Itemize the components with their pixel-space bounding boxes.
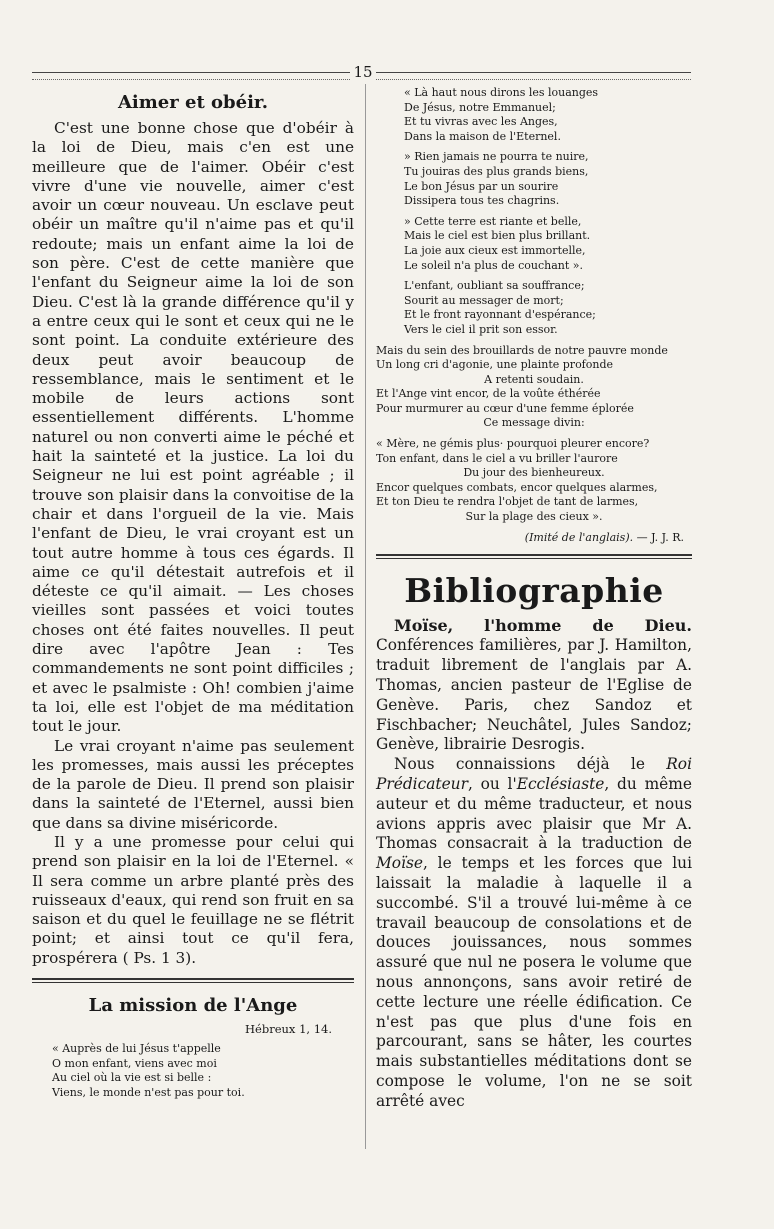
poem-credit [376,531,692,544]
verse-line: « Mère, ne gémis plus· pourquoi pleurer encore? [376,437,650,451]
paragraph: Le vrai croyant n'aime pas seulement les promesses, mais aussi les préceptes de la parole de Dieu. Il prend son plaisir dans la sainteté de l'Eternel, aussi bien que dans sa divine miséricorde. [32,736,354,832]
verse-line: « Auprès de lui Jésus t'appelle [52,1042,221,1056]
verse-line: Encor quelques combats, encor quelques alarmes, [376,480,658,494]
bibliographie-body [376,616,692,1112]
paragraph: C'est une bonne chose que d'obéir à la loi de Dieu, mais c'en est une meilleure que de l'aimer. Obéir c'est vivre d'une vie nouvelle, aimer c'est avoir un cœur nouveau. Un esclave peut obéir un maître qu'il n'aime pas et qu'il redoute; mais un enfant aime la loi de son père. C'est de cette manière que l'enfant du Seigneur aime la loi de son Dieu. C'est là la grande différence qu'il y a entre ceux qui le sont et ceux qui ne le sont point. La conduite extérieure des deux peut avoir beaucoup de ressemblance, mais le sentiment et le mobile de leurs actions sont essentiellement différents. L'homme naturel ou non converti aime le péché et hait la sainteté et la justice. La loi du Seigneur ne lui est point agréable ; il trouve son plaisir dans la convoitise de la chair et dans l'orgueil de la vie. Mais l'enfant de Dieu, le vrai croyant est un tout autre homme à tous ces égards. Il aime ce qu'il détestait autrefois et il déteste ce qu'il aimait. — Les choses vieilles sont passées et voici toutes choses ont été faites nouvelles. Il peut dire avec l'apôtre Jean : Tes commandements ne sont point difficiles ; et avec le psalmiste : Oh! combien j'aime ta loi, elle est l'objet de ma méditation tout le jour. [32,119,354,736]
verse-line: Sourit au messager de mort; [404,293,564,307]
verse-line: Et le front rayonnant d'espérance; [404,308,596,322]
review-text: Nous connaissions déjà le [394,755,667,774]
section-divider [376,554,692,559]
column-divider [365,84,366,1149]
verse-line: » Cette terre est riante et belle, [404,214,582,228]
poem-stanza [376,437,692,525]
review-text: , ou l' [467,775,517,793]
left-column [32,86,354,1100]
verse-line: O mon enfant, viens avec moi [52,1056,217,1070]
credit-source: (Imité de l'anglais). [524,530,634,544]
verse-line: « Là haut nous dirons les louanges [404,86,599,99]
verse-line: De Jésus, notre Emmanuel; [404,100,556,114]
poem-stanza [376,150,692,208]
verse-line: Viens, le monde n'est pas pour toi. [52,1085,245,1099]
verse-line: Mais le ciel est bien plus brillant. [404,229,591,243]
verse-line: Ce message divin: [483,416,585,430]
page-number: 15 [353,63,373,81]
verse-line: Un long cri d'agonie, une plainte profonde [376,358,614,372]
verse-line: Sur la plage des cieux ». [465,510,603,524]
verse-line: » Rien jamais ne pourra te nuire, [404,150,589,164]
book-details: Conférences familières, par J. Hamilton, traduit librement de l'anglais par A. Thomas, ancien pasteur de l'Eglise de Genève. Paris, chez Sandoz et Fischbacher; Neuchâtel, Jules Sandoz; Genève, librairie Desrogis. [376,636,692,754]
poem-stanza [376,215,692,273]
poem-title-ange: La mission de l'Ange [88,995,298,1017]
verse-line: Et ton Dieu te rendra l'objet de tant de larmes, [376,495,639,509]
paragraph: Il y a une promesse pour celui qui prend son plaisir en la loi de l'Eternel. « Il sera comme un arbre planté près des ruisseaux d'eaux, qui rend son fruit en sa saison et du quel le feuillage ne se flétrit point; et ainsi tout ce qu'il fera, prospérera ( Ps. 1 3). [32,832,354,967]
review-text: , le temps et les forces que lui laissait la maladie à laquelle il a succombé. S'il a trouvé lui-même à ce travail beaucoup de consolations et de douces jouissances, nous sommes assuré que nul ne posera le volume que nous annonçons, sans avoir retiré de cette lecture une réelle édification. Ce n'est pas que plus d'une fois en parcourant, sans se hâter, les courtes mais substantielles méditations dont se compose le volume, l'on ne se soit arrêté avec [376,854,692,1110]
right-column [376,86,692,1112]
verse-line: Vers le ciel il prit son essor. [404,322,558,336]
poem-opening-stanza [32,1042,354,1100]
verse-line: Mais du sein des brouillards de notre pauvre monde [376,343,668,357]
verse-line: Ton enfant, dans le ciel a vu briller l'aurore [376,451,618,465]
review-text: , du même auteur et du même traducteur, et nous avions appris avec plaisir que Mr A. Thomas consacrait à la traduction de [376,775,692,853]
verse-line: Dissipera tous tes chagrins. [404,194,560,208]
cited-title: Roi Prédicateur [376,755,692,793]
header-rule-right [376,72,691,80]
section-divider [32,978,354,983]
book-entry [376,616,692,756]
cited-title: Moïse [376,854,423,873]
book-title: Moïse, l'homme de Dieu. [394,615,692,635]
poem-long-stanzas [376,344,692,525]
poem-continuation [376,86,692,338]
header-rule-left [32,72,350,80]
verse-line: Tu jouiras des plus grands biens, [404,164,589,178]
credit-author: — J. J. R. [636,530,684,544]
verse-line: Dans la maison de l'Eternel. [404,129,561,143]
review-paragraph [376,755,692,1111]
article-body-aimer [32,119,354,968]
poem-stanza [376,279,692,337]
verse-line: Du jour des bienheureux. [463,466,605,480]
bibliographie-heading: Bibliographie [404,570,664,610]
article-title-aimer: Aimer et obéir. [117,92,269,113]
verse-line: A retenti soudain. [484,372,584,386]
verse-line: Le soleil n'a plus de couchant ». [404,258,584,272]
cited-title: Ecclésiaste [516,775,605,793]
verse-line: Pour murmurer au cœur d'une femme éplorée [376,401,634,415]
verse-line: Et tu vivras avec les Anges, [404,115,558,129]
poem-stanza [376,344,692,432]
verse-line: Le bon Jésus par un sourire [404,179,559,193]
poem-epigraph: Hébreux 1, 14. [245,1022,332,1037]
verse-line: Au ciel où la vie est si belle : [52,1071,212,1085]
poem-stanza [376,86,692,144]
verse-line: L'enfant, oubliant sa souffrance; [404,279,585,293]
verse-line: La joie aux cieux est immortelle, [404,243,586,257]
verse-line: Et l'Ange vint encor, de la voûte éthérée [376,387,601,401]
